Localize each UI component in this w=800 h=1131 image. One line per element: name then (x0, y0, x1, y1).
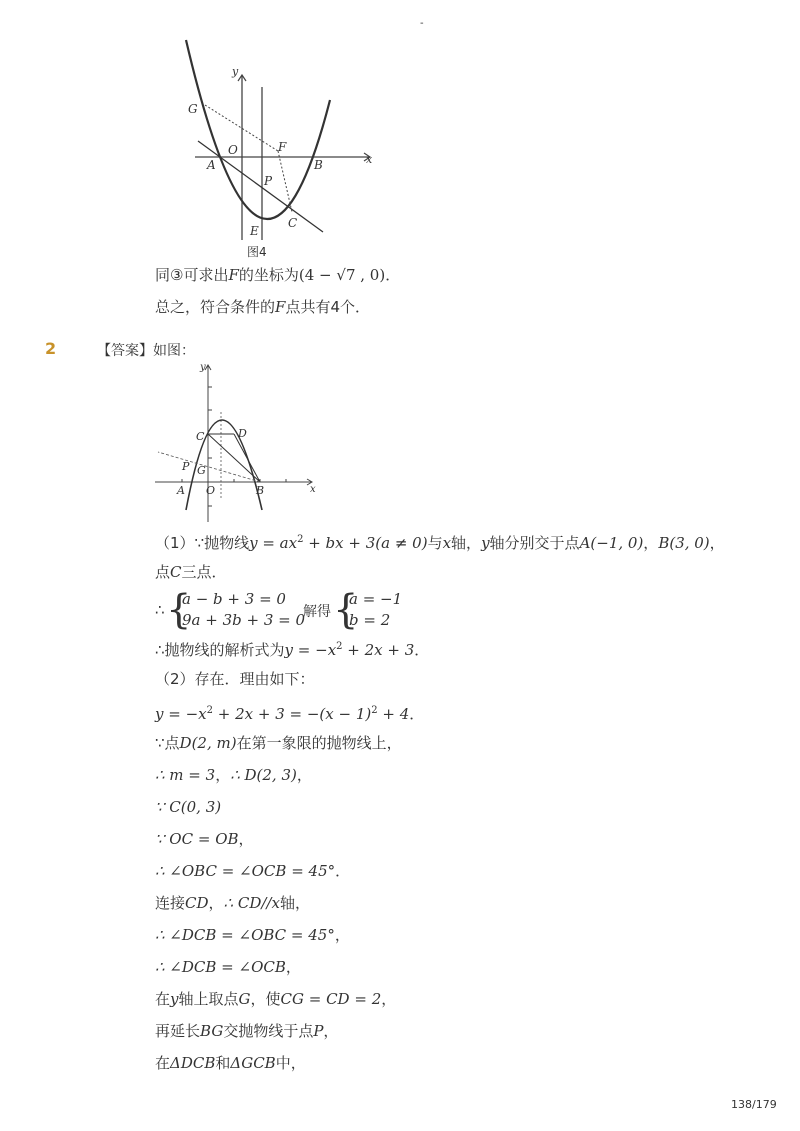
fig2-label-g: G (197, 464, 206, 477)
solution-line-16: 再延长BG交抛物线于点P， (155, 1022, 339, 1040)
answer-label: 【答案】如图： (97, 343, 195, 359)
figure-4 (180, 35, 380, 260)
solution-line-5: （2）存在．理由如下： (155, 670, 315, 688)
solution-line-7: ∵点D(2, m)在第一象限的抛物线上， (155, 734, 402, 752)
question-number: 2 (45, 339, 57, 358)
fig2-label-p: P (182, 460, 190, 473)
solution-line-10: ∵ OC = OB， (155, 830, 254, 848)
fig4-label-e: E (250, 224, 259, 238)
prev-answer-line-1: 同③可求出F的坐标为(4 − √7 , 0)． (155, 266, 401, 284)
fig4-label-y: y (232, 65, 239, 78)
solution-line-8: ∴ m = 3，∴ D(2, 3)， (155, 766, 312, 784)
brace-left-2: { (333, 587, 359, 633)
fig4-label-b: B (314, 158, 323, 172)
fig2-line-cb (208, 434, 260, 482)
solution-line-2: 点C三点． (155, 563, 227, 581)
page-number: 138/179 (731, 1098, 777, 1111)
fig2-label-o: O (206, 484, 216, 497)
solution-line-11: ∴ ∠OBC = ∠OCB = 45°． (155, 862, 351, 880)
prev-answer-line-2: 总之，符合条件的F点共有4个． (155, 298, 370, 316)
fig2-label-x: x (310, 484, 316, 495)
fig2-label-d: D (238, 427, 247, 440)
fig4-label-c: C (288, 216, 298, 230)
solution-line-15: 在y轴上取点G，使CG = CD = 2， (155, 990, 397, 1008)
fig2-label-b: B (256, 484, 265, 497)
fig4-dotted-fc (278, 151, 292, 212)
equation-system: ∴ { a − b + 3 = 0 9a + 3b + 3 = 0 解得 { a = −1 b = 2 (155, 587, 403, 633)
top-mark: - (420, 18, 424, 29)
solution-line-12: 连接CD，∴ CD//x轴， (155, 894, 310, 912)
solution-line-1: （1）∵抛物线$y = ax^2$ + bx + 3(a ≠ 0)与x轴，y轴分别交于点A(−1, 0)，B(3, 0)， (155, 534, 725, 552)
figure-q2 (150, 360, 325, 525)
solution-line-17: 在ΔDCB和ΔGCB中， (155, 1054, 306, 1072)
solution-line-4: ∴抛物线的解析式为$y = -x^2 + 2x + 3$． (155, 641, 430, 659)
fig4-label-o: O (228, 143, 238, 157)
fig2-label-y: y (200, 362, 206, 373)
fig4-label-g: G (188, 102, 198, 116)
fig2-label-c: C (196, 430, 205, 443)
figure-4-caption: 图4 (247, 245, 267, 259)
fig2-line-db (234, 434, 260, 482)
fig4-label-x: x (366, 153, 373, 166)
solution-line-14: ∴ ∠DCB = ∠OCB， (155, 958, 301, 976)
solution-line-6: $y = -x^2 + 2x + 3 = -(x - 1)^2 + 4$． (155, 705, 425, 723)
fig4-label-f: F (278, 140, 287, 154)
fig4-label-p: P (264, 174, 273, 188)
fig4-label-a: A (207, 158, 216, 172)
solution-line-9: ∵ C(0, 3) (155, 798, 222, 816)
fig2-label-a: A (177, 484, 185, 497)
fig2-line-bp (158, 452, 260, 482)
solution-line-13: ∴ ∠DCB = ∠OBC = 45°， (155, 926, 350, 944)
fig4-parabola (186, 40, 330, 219)
brace-left-1: { (166, 587, 192, 633)
